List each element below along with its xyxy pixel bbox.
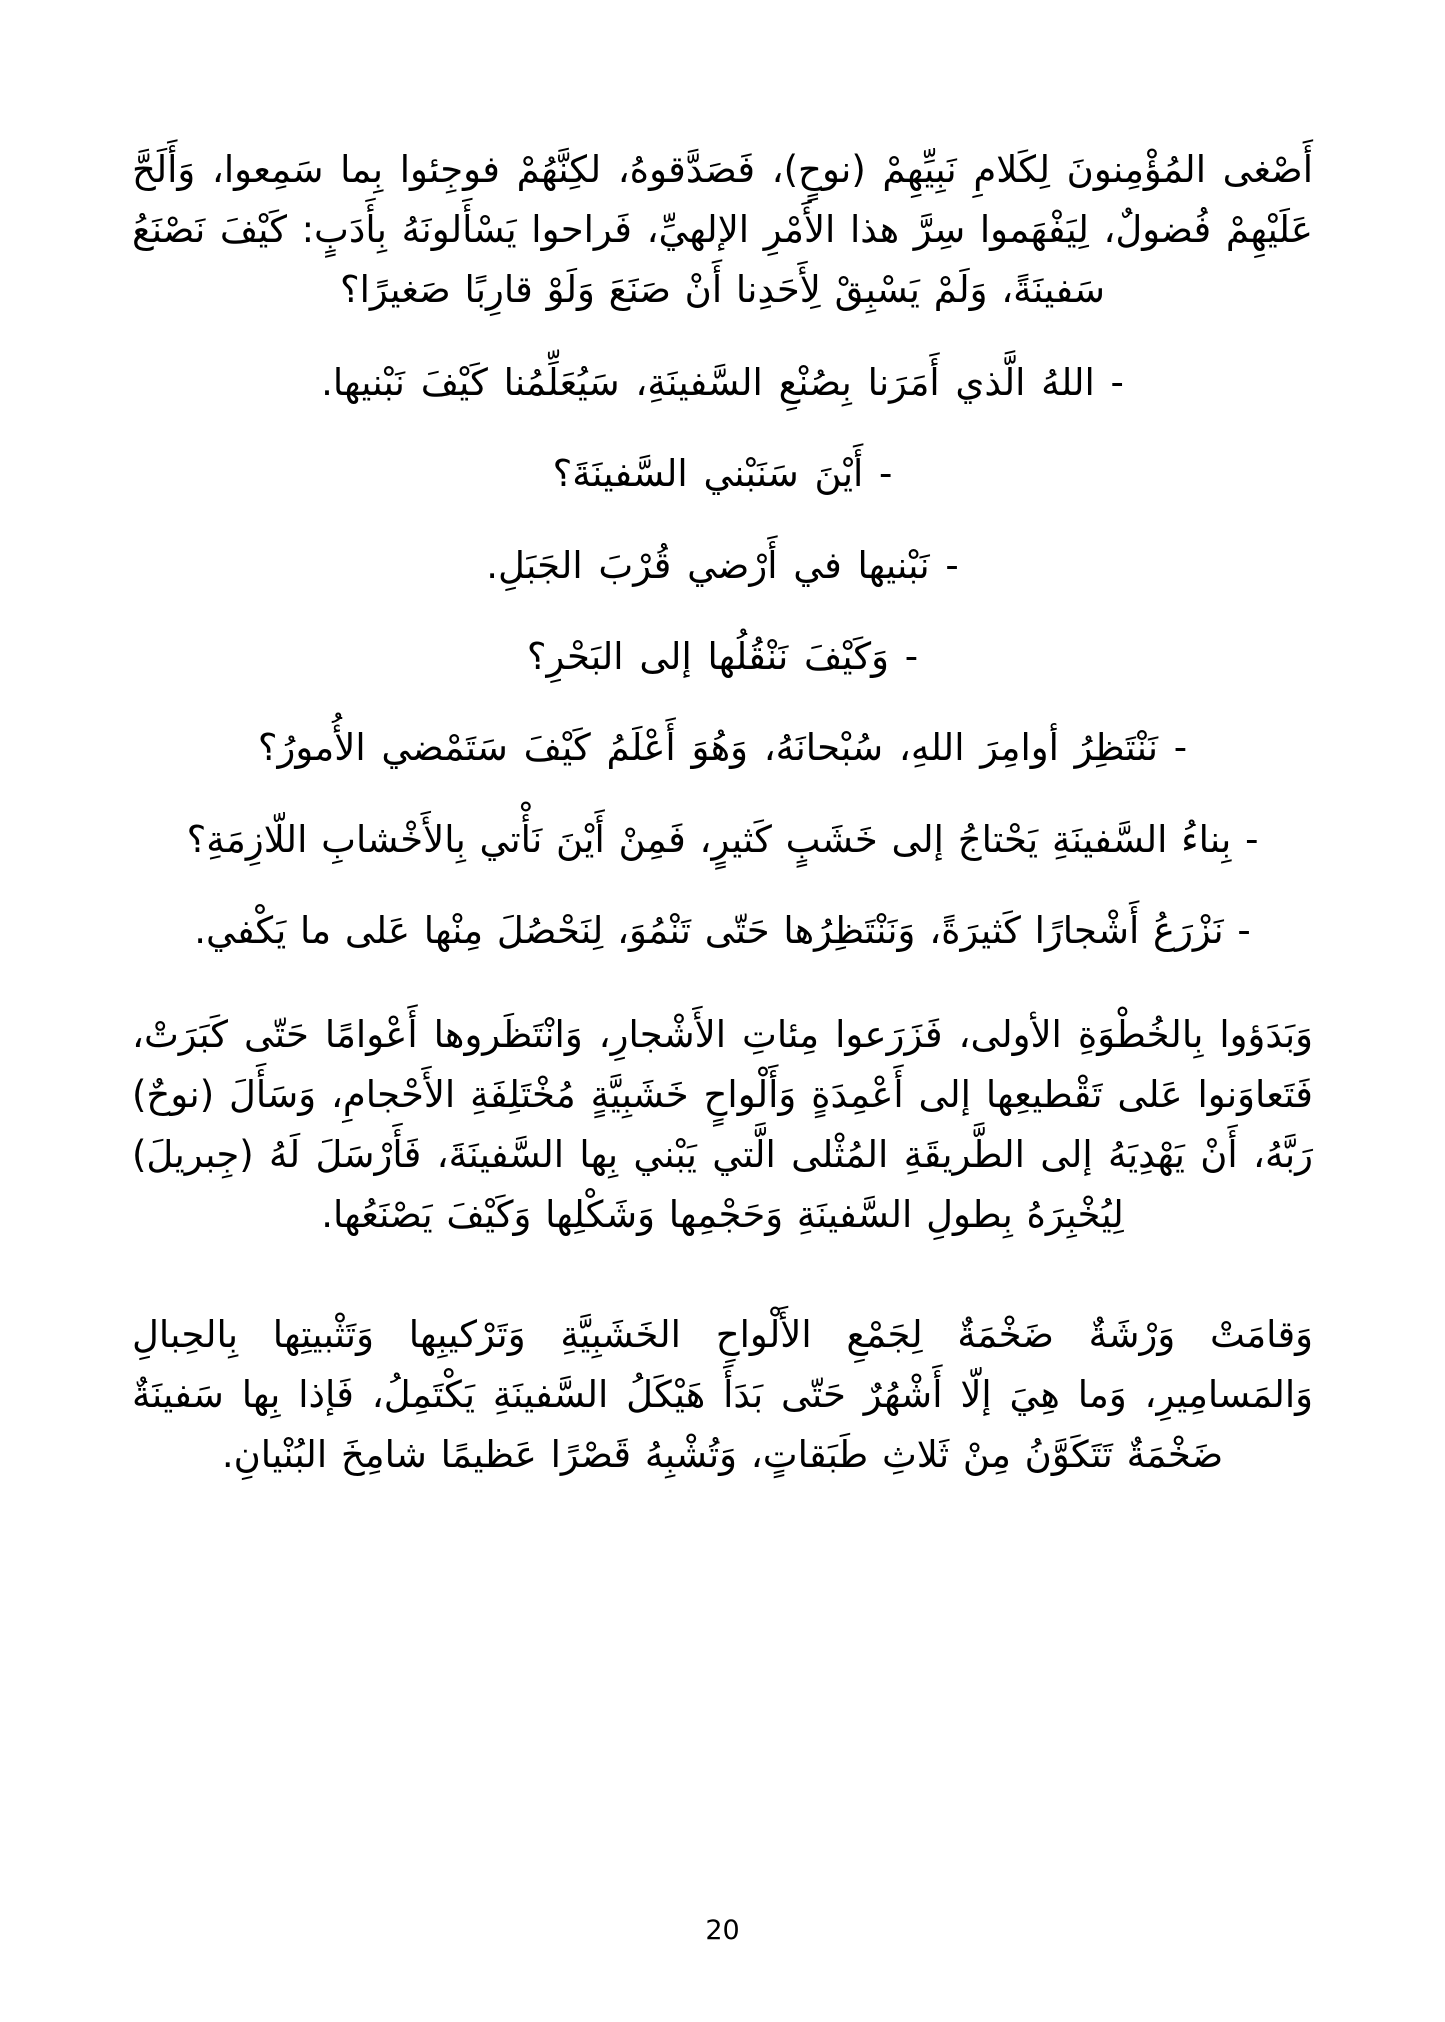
narrative-paragraph-3: وَقامَتْ وَرْشَةٌ ضَخْمَةٌ لِجَمْعِ الأَلْواحِ الخَشَبِيَّةِ وَتَرْكيبِها وَتَثْبيتِها بِالحِبالِ وَالمَسامِيرِ، وَما هِيَ إلّا أَشْهُرٌ حَتّى بَدَأَ هَيْكَلُ السَّفينَةِ يَكْتَمِلُ، فَإذا بِها سَفينَةٌ ضَخْمَةٌ تَتَكَوَّنُ مِنْ ثَلاثِ طَبَقاتٍ، وَتُشْبِهُ قَصْرًا عَظيمًا شامِخَ البُنْيانِ.: [132, 1312, 1313, 1476]
paragraph-spacer-2: [132, 1279, 1313, 1305]
dialogue-line-2: - أَيْنَ سَنَبْني السَّفينَةَ؟: [552, 452, 893, 496]
dialogue-block: [132, 354, 1313, 959]
narrative-paragraph-1: أَصْغى المُؤْمِنونَ لِكَلامِ نَبِيِّهِمْ (نوحٍ)، فَصَدَّقوهُ، لكِنَّهُمْ فوجِئوا بِما سَمِعوا، وَأَلَحَّ عَلَيْهِمْ فُضولٌ، لِيَفْهَموا سِرَّ هذا الأَمْرِ الإلهيِّ، فَراحوا يَسْأَلونَهُ بِأَدَبٍ: كَيْفَ نَصْنَعُ سَفينَةً، وَلَمْ يَسْبِقْ لِأَحَدِنا أَنْ صَنَعَ وَلَوْ قارِبًا صَغيرًا؟: [132, 148, 1313, 311]
dialogue-line-7: - نَزْرَعُ أَشْجارًا كَثيرَةً، وَنَنْتَظِرُها حَتّى تَنْمُوَ، لِنَحْصُلَ مِنْها عَلى ما يَكْفي.: [194, 908, 1251, 952]
dialogue-line-3: - نَبْنيها في أَرْضي قُرْبَ الجَبَلِ.: [486, 543, 959, 587]
dialogue-line-6: - بِناءُ السَّفينَةِ يَحْتاجُ إلى خَشَبٍ كَثيرٍ، فَمِنْ أَيْنَ نَأْتي بِالأَخْشابِ اللّازِمَةِ؟: [186, 817, 1259, 861]
paragraph-spacer: [132, 979, 1313, 1005]
dialogue-line-5: - نَنْتَظِرُ أوامِرَ اللهِ، سُبْحانَهُ، وَهُوَ أَعْلَمُ كَيْفَ سَتَمْضي الأُمورُ؟: [257, 726, 1188, 770]
narrative-paragraph-2: وَبَدَؤوا بِالخُطْوَةِ الأولى، فَزَرَعوا مِئاتِ الأَشْجارِ، وَانْتَظَروها أَعْوامًا حَتّى كَبَرَتْ، فَتَعاوَنوا عَلى تَقْطيعِها إلى أَعْمِدَةٍ وَأَلْواحٍ خَشَبِيَّةٍ مُخْتَلِفَةِ الأَحْجامِ، وَسَأَلَ (نوحٌ) رَبَّهُ، أَنْ يَهْدِيَهُ إلى الطَّريقَةِ المُثْلى الَّتي يَبْني بِها السَّفينَةَ، فَأَرْسَلَ لَهُ (جِبريلَ) لِيُخْبِرَهُ بِطولِ السَّفينَةِ وَحَجْمِها وَشَكْلِها وَكَيْفَ يَصْنَعُها.: [132, 1013, 1313, 1237]
page-number: 20: [705, 1915, 740, 1946]
dialogue-line-1: - اللهُ الَّذي أَمَرَنا بِصُنْعِ السَّفينَةِ، سَيُعَلِّمُنا كَيْفَ نَبْنيها.: [321, 360, 1124, 404]
dialogue-line-4: - وَكَيْفَ نَنْقُلُها إلى البَحْرِ؟: [526, 634, 919, 678]
page-content: [132, 140, 1313, 1519]
